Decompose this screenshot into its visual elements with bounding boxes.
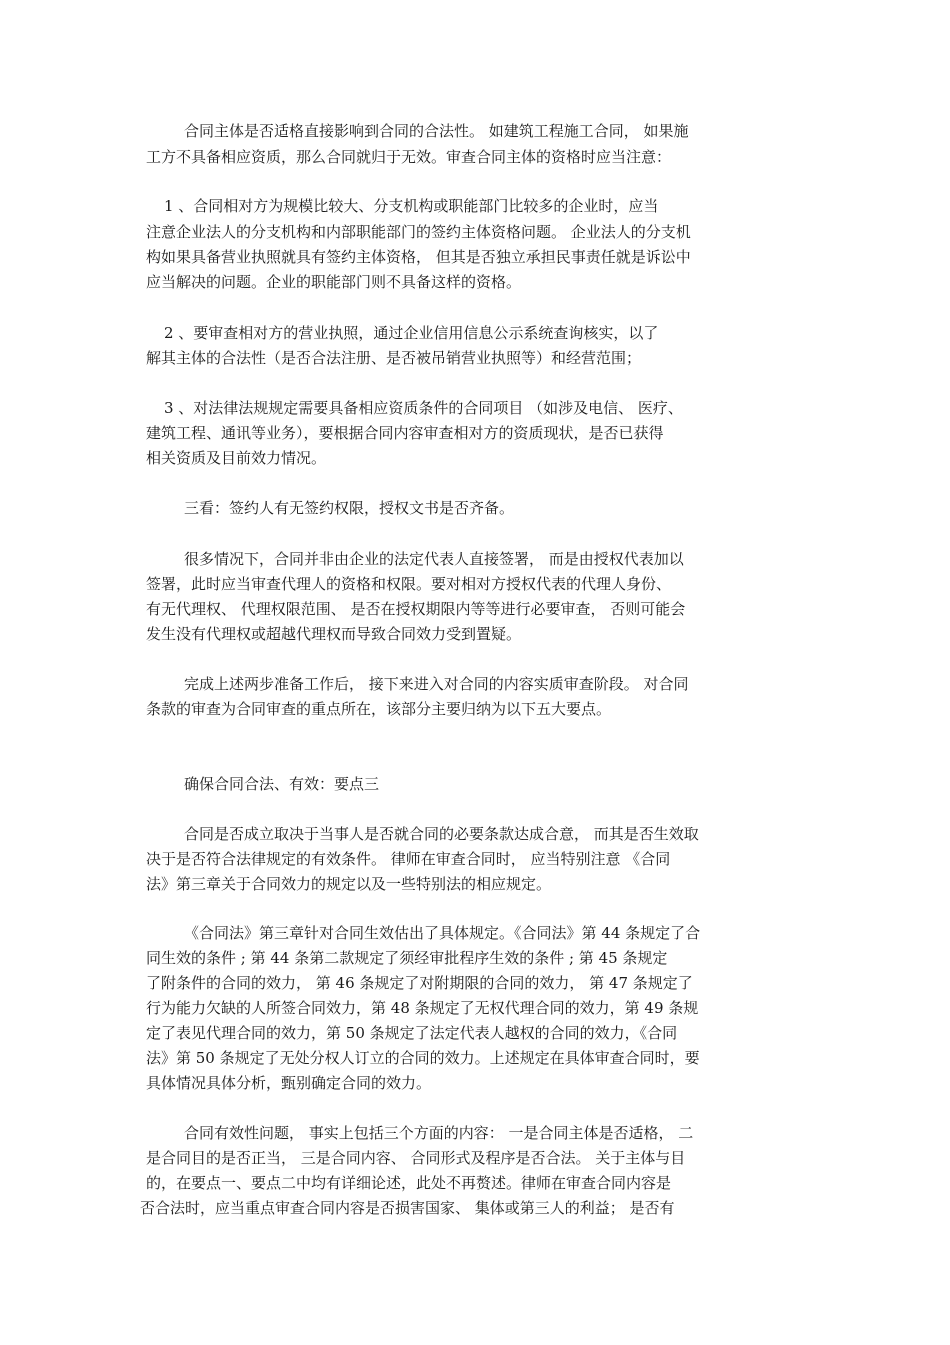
text-line: 否合法时，应当重点审查合同内容是否损害国家、 集体或第三人的利益； 是否有 [140, 1199, 675, 1217]
text-line: 合同主体是否适格直接影响到合同的合法性。 如建筑工程施工合同， 如果施 [184, 122, 689, 140]
text-line: 法》第 50 条规定了无处分权人订立的合同的效力。上述规定在具体审查合同时，要 [146, 1049, 700, 1067]
text-line: 了附条件的合同的效力， 第 46 条规定了对附期限的合同的效力， 第 47 条规定了 [146, 974, 693, 992]
list-item-line: 2 、要审查相对方的营业执照，通过企业信用信息公示系统查询核实，以了 [164, 324, 659, 342]
text-line: 建筑工程、通讯等业务），要根据合同内容审查相对方的资质现状，是否已获得 [146, 424, 664, 442]
text-line: 构如果具备营业执照就具有签约主体资格， 但其是否独立承担民事责任就是诉讼中 [146, 248, 691, 266]
list-item-line: 1 、合同相对方为规模比较大、分支机构或职能部门比较多的企业时，应当 [164, 197, 659, 215]
text-line: 很多情况下，合同并非由企业的法定代表人直接签署， 而是由授权代表加以 [184, 550, 684, 568]
text-line: 条款的审查为合同审查的重点所在，该部分主要归纳为以下五大要点。 [146, 700, 612, 718]
section-heading: 三看：签约人有无签约权限，授权文书是否齐备。 [184, 499, 515, 517]
text-line: 的，在要点一、要点二中均有详细论述，此处不再赘述。律师在审查合同内容是 [146, 1174, 672, 1192]
text-line: 具体情况具体分析，甄别确定合同的效力。 [146, 1074, 432, 1092]
text-line: 同生效的条件 ; 第 44 条第二款规定了须经审批程序生效的条件 ; 第 45 条规定 [146, 949, 668, 967]
text-line: 法》第三章关于合同效力的规定以及一些特别法的相应规定。 [146, 875, 552, 893]
text-line: 是合同目的是否正当， 三是合同内容、 合同形式及程序是否合法。 关于主体与目 [146, 1149, 686, 1167]
text-line: 签署，此时应当审查代理人的资格和权限。要对相对方授权代表的代理人身份、 [146, 575, 672, 593]
text-line: 相关资质及目前效力情况。 [146, 449, 327, 467]
text-line: 定了表见代理合同的效力，第 50 条规定了法定代表人越权的合同的效力，《合同 [146, 1024, 678, 1042]
text-line: 完成上述两步准备工作后， 接下来进入对合同的内容实质审查阶段。 对合同 [184, 675, 689, 693]
text-line: 工方不具备相应资质，那么合同就归于无效。审查合同主体的资格时应当注意： [146, 148, 672, 166]
text-line: 注意企业法人的分支机构和内部职能部门的签约主体资格问题。 企业法人的分支机 [146, 223, 691, 241]
text-line: 行为能力欠缺的人所签合同效力，第 48 条规定了无权代理合同的效力，第 49 条规 [146, 999, 699, 1017]
text-line: 解其主体的合法性（是否合法注册、是否被吊销营业执照等）和经营范围； [146, 349, 642, 367]
section-heading: 确保合同合法、有效：要点三 [184, 775, 380, 793]
text-line: 合同有效性问题， 事实上包括三个方面的内容： 一是合同主体是否适格， 二 [184, 1124, 694, 1142]
list-item-line: 3 、对法律法规规定需要具备相应资质条件的合同项目 （如涉及电信、 医疗、 [164, 399, 683, 417]
text-line: 有无代理权、 代理权限范围、 是否在授权期限内等等进行必要审查， 否则可能会 [146, 600, 686, 618]
text-line: 合同是否成立取决于当事人是否就合同的必要条款达成合意， 而其是否生效取 [184, 825, 699, 843]
text-line: 发生没有代理权或超越代理权而导致合同效力受到置疑。 [146, 625, 522, 643]
text-line: 决于是否符合法律规定的有效条件。 律师在审查合同时， 应当特别注意 《合同 [146, 850, 671, 868]
text-line: 《合同法》第三章针对合同生效估出了具体规定。《合同法》第 44 条规定了合 [184, 924, 701, 942]
text-line: 应当解决的问题。企业的职能部门则不具备这样的资格。 [146, 273, 522, 291]
